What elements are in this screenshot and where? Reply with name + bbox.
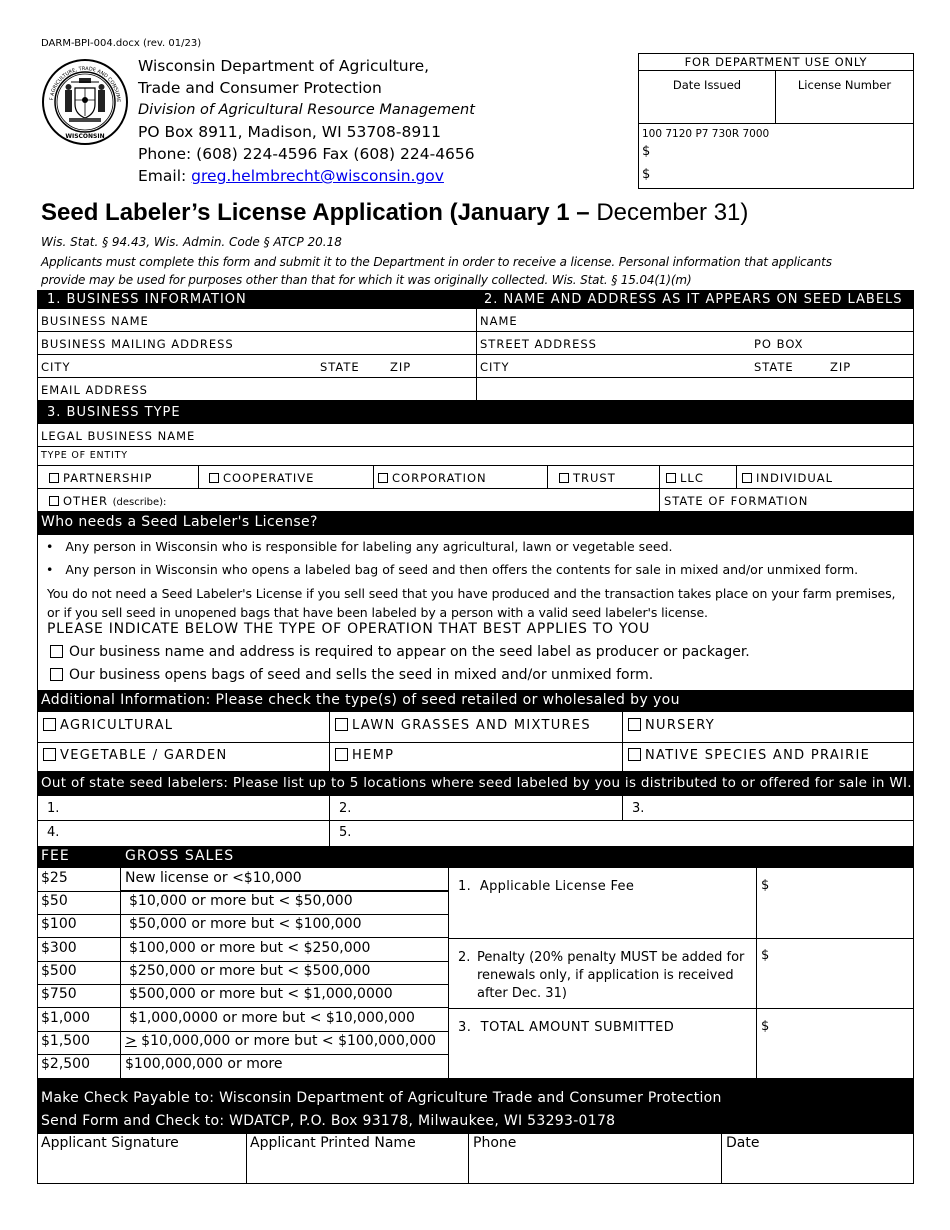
total-amount-label (458, 1020, 674, 1035)
entity-llc-checkbox[interactable] (666, 473, 676, 483)
applicable-fee-num: 1. (458, 879, 472, 894)
entity-other-label: OTHER (63, 494, 108, 508)
operation-repacker-label: Our business opens bags of seed and sells the seed in mixed and/or unmixed form. (69, 667, 654, 683)
location-1-field[interactable]: 1. (47, 801, 60, 816)
additional-info-header-bar (37, 690, 914, 712)
state-of-formation-field[interactable]: STATE OF FORMATION (664, 494, 809, 508)
who-needs-bullet-2: • Any person in Wisconsin who opens a labeled bag of seed and then offers the contents for sale in mixed and/or unmixed form. (46, 562, 859, 577)
total-amount-field[interactable]: $ (761, 1019, 770, 1034)
entity-cooperative-option[interactable] (209, 471, 314, 485)
section-1-2-header-bar (37, 290, 914, 309)
dept-dollar-1: $ (642, 144, 651, 159)
entity-trust-label: TRUST (573, 471, 616, 485)
fee-row-4-sales: $100,000 or more but < $250,000 (129, 940, 371, 956)
legal-business-name-field[interactable]: LEGAL BUSINESS NAME (41, 429, 196, 443)
payment-send-to: Send Form and Check to: WDATCP, P.O. Box 93178, Milwaukee, WI 53293-0178 (41, 1113, 616, 1129)
seed-lawn-option[interactable] (335, 718, 591, 733)
who-needs-header-bar (37, 512, 914, 535)
fee-row-8-prefix: > (125, 1033, 137, 1049)
agency-block (138, 55, 475, 187)
agency-email-line (138, 165, 475, 187)
seed-native-label: NATIVE SPECIES AND PRAIRIE (645, 748, 871, 763)
fee-row-3-sales: $50,000 or more but < $100,000 (129, 916, 362, 932)
seed-type-grid (37, 712, 914, 772)
seed-native-option[interactable] (628, 748, 870, 763)
entity-corporation-label: CORPORATION (392, 471, 487, 485)
who-needs-bullet-2-text: Any person in Wisconsin who opens a labeled bag of seed and then offers the contents for sale in mixed and/or unmixed form. (65, 562, 859, 577)
location-2-field[interactable]: 2. (339, 801, 352, 816)
seed-nursery-option[interactable] (628, 718, 715, 733)
operation-producer-option[interactable] (50, 644, 750, 660)
label-street-address-field[interactable]: STREET ADDRESS (480, 337, 597, 351)
seed-agricultural-label: AGRICULTURAL (60, 718, 174, 733)
who-needs-header: Who needs a Seed Labeler's License? (41, 514, 318, 530)
privacy-notice-line2: provide may be used for purposes other than that for which it was originally collected. Wis. Stat. § 15.04(1)(m) (41, 273, 692, 287)
agency-email-link[interactable]: greg.helmbrecht@wisconsin.gov (191, 167, 444, 185)
business-name-field[interactable]: BUSINESS NAME (41, 314, 149, 328)
fee-row-2-fee: $50 (41, 893, 68, 909)
out-of-state-header-bar (37, 772, 914, 796)
operation-producer-checkbox[interactable] (50, 645, 63, 658)
seed-agricultural-checkbox[interactable] (43, 718, 56, 731)
applicable-fee-text: Applicable License Fee (479, 879, 635, 894)
entity-individual-option[interactable] (742, 471, 833, 485)
fee-column-header: FEE (41, 848, 70, 864)
label-name-field[interactable]: NAME (480, 314, 518, 328)
section-3-header: 3. BUSINESS TYPE (47, 405, 181, 420)
section-3-header-bar (37, 401, 914, 424)
location-3-field[interactable]: 3. (632, 801, 645, 816)
agency-name-line1: Wisconsin Department of Agriculture, (138, 57, 430, 75)
who-needs-bullet-1-text: Any person in Wisconsin who is responsible for labeling any agricultural, lawn or vegetable seed. (65, 539, 673, 554)
label-zip-field[interactable]: ZIP (830, 360, 852, 374)
fee-row-1-fee: $25 (41, 870, 68, 886)
penalty-amount[interactable]: $ (761, 948, 770, 963)
operation-type-instruction: PLEASE INDICATE BELOW THE TYPE OF OPERATION THAT BEST APPLIES TO YOU (47, 621, 651, 637)
agency-address: PO Box 8911, Madison, WI 53708-8911 (138, 123, 441, 141)
applicant-phone-field[interactable]: Phone (473, 1135, 517, 1151)
location-4-field[interactable]: 4. (47, 825, 60, 840)
signature-row (37, 1134, 914, 1184)
seed-hemp-option[interactable] (335, 748, 394, 763)
exemption-line1: You do not need a Seed Labeler's License if you sell seed that you have produced and the transaction takes place on your farm premises, (47, 586, 896, 601)
payment-payable-to: Make Check Payable to: Wisconsin Department of Agriculture Trade and Consumer Protection (41, 1090, 722, 1106)
entity-partnership-checkbox[interactable] (49, 473, 59, 483)
page-title-normal: December 31) (589, 199, 749, 226)
form-id: DARM-BPI-004.docx (rev. 01/23) (41, 38, 202, 49)
seed-vegetable-label: VEGETABLE / GARDEN (60, 748, 228, 763)
seed-hemp-checkbox[interactable] (335, 748, 348, 761)
entity-partnership-option[interactable] (49, 471, 152, 485)
business-zip-field[interactable]: ZIP (390, 360, 412, 374)
business-email-field[interactable]: EMAIL ADDRESS (41, 383, 148, 397)
signature-date-field[interactable]: Date (726, 1135, 760, 1151)
operation-producer-label: Our business name and address is required to appear on the seed label as producer or packager. (69, 644, 750, 660)
state-seal (41, 58, 129, 146)
penalty-text: Penalty (20% penalty MUST be added for renewals only, if application is received after Dec. 31) (477, 950, 745, 1001)
gross-sales-column-header: GROSS SALES (125, 848, 235, 864)
seed-nursery-label: NURSERY (645, 718, 715, 733)
page-title-bold: Seed Labeler’s License Application (January 1 – (41, 199, 590, 226)
fee-table (37, 868, 449, 1078)
total-amount-num: 3. (458, 1020, 472, 1035)
agency-phone-fax: Phone: (608) 224-4596 Fax (608) 224-4656 (138, 145, 475, 163)
fee-row-9-sales: $100,000,000 or more (125, 1056, 283, 1072)
entity-llc-label: LLC (680, 471, 704, 485)
seal-text-bottom: WISCONSIN (65, 133, 105, 140)
fee-row-9-fee: $2,500 (41, 1056, 90, 1072)
privacy-notice-line1: Applicants must complete this form and submit it to the Department in order to receive a license. Personal information that applicants (41, 255, 832, 269)
operation-repacker-checkbox[interactable] (50, 668, 63, 681)
seal-text-top: F AGRICULTURE, TRADE AND CONSUME (49, 65, 122, 103)
privacy-notice (41, 253, 832, 289)
license-number-cell[interactable] (776, 71, 913, 124)
who-needs-box (37, 535, 914, 690)
fee-row-5-fee: $500 (41, 963, 77, 979)
exemption-text (47, 584, 895, 622)
label-city-field[interactable]: CITY (480, 360, 510, 374)
section-1-header: 1. BUSINESS INFORMATION (47, 292, 247, 307)
business-state-field[interactable]: STATE (320, 360, 360, 374)
type-of-entity-label: TYPE OF ENTITY (41, 450, 128, 461)
exemption-line2: or if you sell seed in unopened bags that have been labeled by a person with a valid seed labeler's license. (47, 605, 708, 620)
fee-row-8-fee: $1,500 (41, 1033, 90, 1049)
business-mailing-address-field[interactable]: BUSINESS MAILING ADDRESS (41, 337, 234, 351)
applicable-fee-label (458, 879, 634, 894)
seed-vegetable-option[interactable] (43, 748, 228, 763)
fee-summary (449, 868, 914, 1078)
entity-llc-option[interactable] (666, 471, 704, 485)
entity-trust-option[interactable] (559, 471, 616, 485)
seed-vegetable-checkbox[interactable] (43, 748, 56, 761)
applicant-printed-name-field[interactable]: Applicant Printed Name (250, 1135, 416, 1151)
date-issued-cell[interactable] (639, 71, 776, 124)
fee-row-2-sales: $10,000 or more but < $50,000 (129, 893, 353, 909)
statute-reference: Wis. Stat. § 94.43, Wis. Admin. Code § ATCP 20.18 (41, 235, 342, 249)
page-title (41, 199, 748, 227)
license-number-label: License Number (797, 78, 892, 92)
dept-dollar-2: $ (642, 167, 651, 182)
locations-grid (37, 796, 914, 846)
entity-partnership-label: PARTNERSHIP (63, 471, 153, 485)
dept-use-box (638, 53, 914, 189)
section-2-header: 2. NAME AND ADDRESS AS IT APPEARS ON SEED LABELS (484, 292, 903, 307)
who-needs-bullet-1: • Any person in Wisconsin who is responsible for labeling any agricultural, lawn or vegetable seed. (46, 539, 673, 554)
fee-row-3-fee: $100 (41, 916, 77, 932)
entity-individual-checkbox[interactable] (742, 473, 752, 483)
agency-division: Division of Agricultural Resource Management (138, 102, 475, 118)
penalty-num: 2. (458, 950, 471, 965)
dept-code: 100 7120 P7 730R 7000 (642, 128, 770, 140)
seed-native-checkbox[interactable] (628, 748, 641, 761)
fee-header-bar (37, 846, 914, 868)
additional-info-header: Additional Information: Please check the type(s) of seed retailed or wholesaled by you (41, 692, 680, 708)
entity-cooperative-label: COOPERATIVE (223, 471, 315, 485)
applicable-fee-amount[interactable]: $ (761, 878, 770, 893)
fee-row-8-sales (125, 1033, 436, 1049)
seed-nursery-checkbox[interactable] (628, 718, 641, 731)
agency-email-label: Email: (138, 167, 187, 185)
entity-trust-checkbox[interactable] (559, 473, 569, 483)
fee-row-6-sales: $500,000 or more but < $1,000,0000 (129, 986, 393, 1002)
entity-other-describe: (describe): (112, 497, 167, 508)
entity-cooperative-checkbox[interactable] (209, 473, 219, 483)
fee-row-5-sales: $250,000 or more but < $500,000 (129, 963, 371, 979)
seed-lawn-label: LAWN GRASSES AND MIXTURES (352, 718, 591, 733)
seed-lawn-checkbox[interactable] (335, 718, 348, 731)
applicant-signature-field[interactable]: Applicant Signature (41, 1135, 179, 1151)
fee-row-6-fee: $750 (41, 986, 77, 1002)
fee-row-4-fee: $300 (41, 940, 77, 956)
entity-corporation-checkbox[interactable] (378, 473, 388, 483)
entity-individual-label: INDIVIDUAL (756, 471, 834, 485)
operation-repacker-option[interactable] (50, 667, 653, 683)
out-of-state-header: Out of state seed labelers: Please list up to 5 locations where seed labeled by you is distributed to or offered for sale in WI. (41, 775, 912, 791)
location-5-field[interactable]: 5. (339, 825, 352, 840)
entity-other-checkbox[interactable] (49, 496, 59, 506)
label-state-field[interactable]: STATE (754, 360, 794, 374)
date-issued-label: Date Issued (672, 78, 742, 92)
business-city-field[interactable]: CITY (41, 360, 71, 374)
seed-agricultural-option[interactable] (43, 718, 173, 733)
fee-row-1-sales: New license or <$10,000 (125, 870, 302, 886)
penalty-label (458, 949, 748, 1003)
fee-row-7-fee: $1,000 (41, 1010, 90, 1026)
seed-hemp-label: HEMP (352, 748, 395, 763)
section-1-2-grid (37, 309, 914, 401)
total-amount-text: TOTAL AMOUNT SUBMITTED (480, 1020, 675, 1035)
fee-row-7-sales: $1,000,0000 or more but < $10,000,000 (129, 1010, 415, 1026)
payment-instructions-bar (37, 1078, 914, 1134)
section-3-grid (37, 424, 914, 512)
entity-corporation-option[interactable] (378, 471, 487, 485)
dept-use-title: FOR DEPARTMENT USE ONLY (639, 54, 913, 71)
agency-name-line2: Trade and Consumer Protection (138, 79, 382, 97)
entity-other-option[interactable] (49, 494, 166, 508)
label-po-box-field[interactable]: PO BOX (754, 337, 804, 351)
fee-row-8-sales-text: $10,000,000 or more but < $100,000,000 (136, 1033, 437, 1049)
